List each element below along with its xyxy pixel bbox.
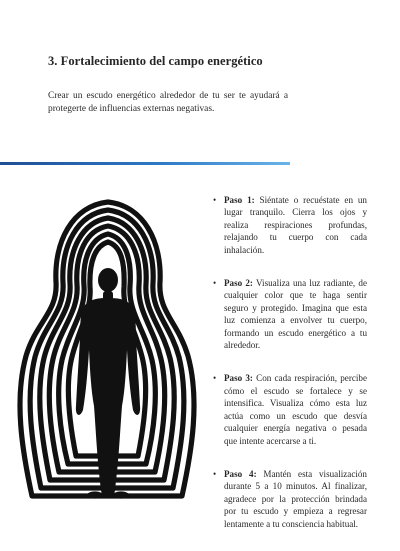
- aura-illustration: [14, 196, 202, 514]
- step-text: Mantén esta visualización durante 5 a 10 minutos. Al finalizar, agradece por la protección brindada por tu escudo y empieza a regresar lentamente a tu consciencia habitual.: [224, 468, 367, 529]
- bullet-icon: •: [213, 195, 217, 205]
- step-title: Paso 2:: [224, 278, 253, 289]
- step-item: [213, 277, 367, 351]
- section-intro: Crear un escudo energético alrededor de tu ser te ayudará a protegerte de influencias externas negativas.: [48, 91, 288, 114]
- gradient-divider: [0, 162, 290, 165]
- human-aura-shield-icon: [14, 196, 202, 514]
- step-item: [213, 468, 367, 530]
- step-title: Paso 3:: [224, 373, 253, 384]
- section-heading: 3. Fortalecimiento del campo energético: [48, 54, 263, 68]
- step-title: Paso 4:: [224, 468, 257, 479]
- step-title: Paso 1:: [224, 195, 255, 205]
- step-text: Visualiza una luz radiante, de cualquier color que te haga sentir seguro y protegido. Imagina que esta luz comienza a envolver tu cuerpo, formando un escudo energético a tu alrededor.: [224, 278, 367, 351]
- step-item: [213, 194, 367, 256]
- step-text: Con cada respiración, percibe cómo el escudo se fortalece y se intensifica. Visualiza cómo esta luz actúa como un escudo que desvía cualquier energía negativa o pesada que intente acercarse a ti.: [224, 373, 367, 446]
- step-item: [213, 372, 367, 446]
- bullet-icon: •: [213, 468, 217, 479]
- step-text: Siéntate o recuéstate en un lugar tranquilo. Cierra los ojos y realiza respiraciones profundas, relajando tu cuerpo con cada inhalación.: [224, 195, 367, 255]
- steps-list: [213, 194, 367, 551]
- bullet-icon: •: [213, 373, 217, 384]
- bullet-icon: •: [213, 278, 217, 289]
